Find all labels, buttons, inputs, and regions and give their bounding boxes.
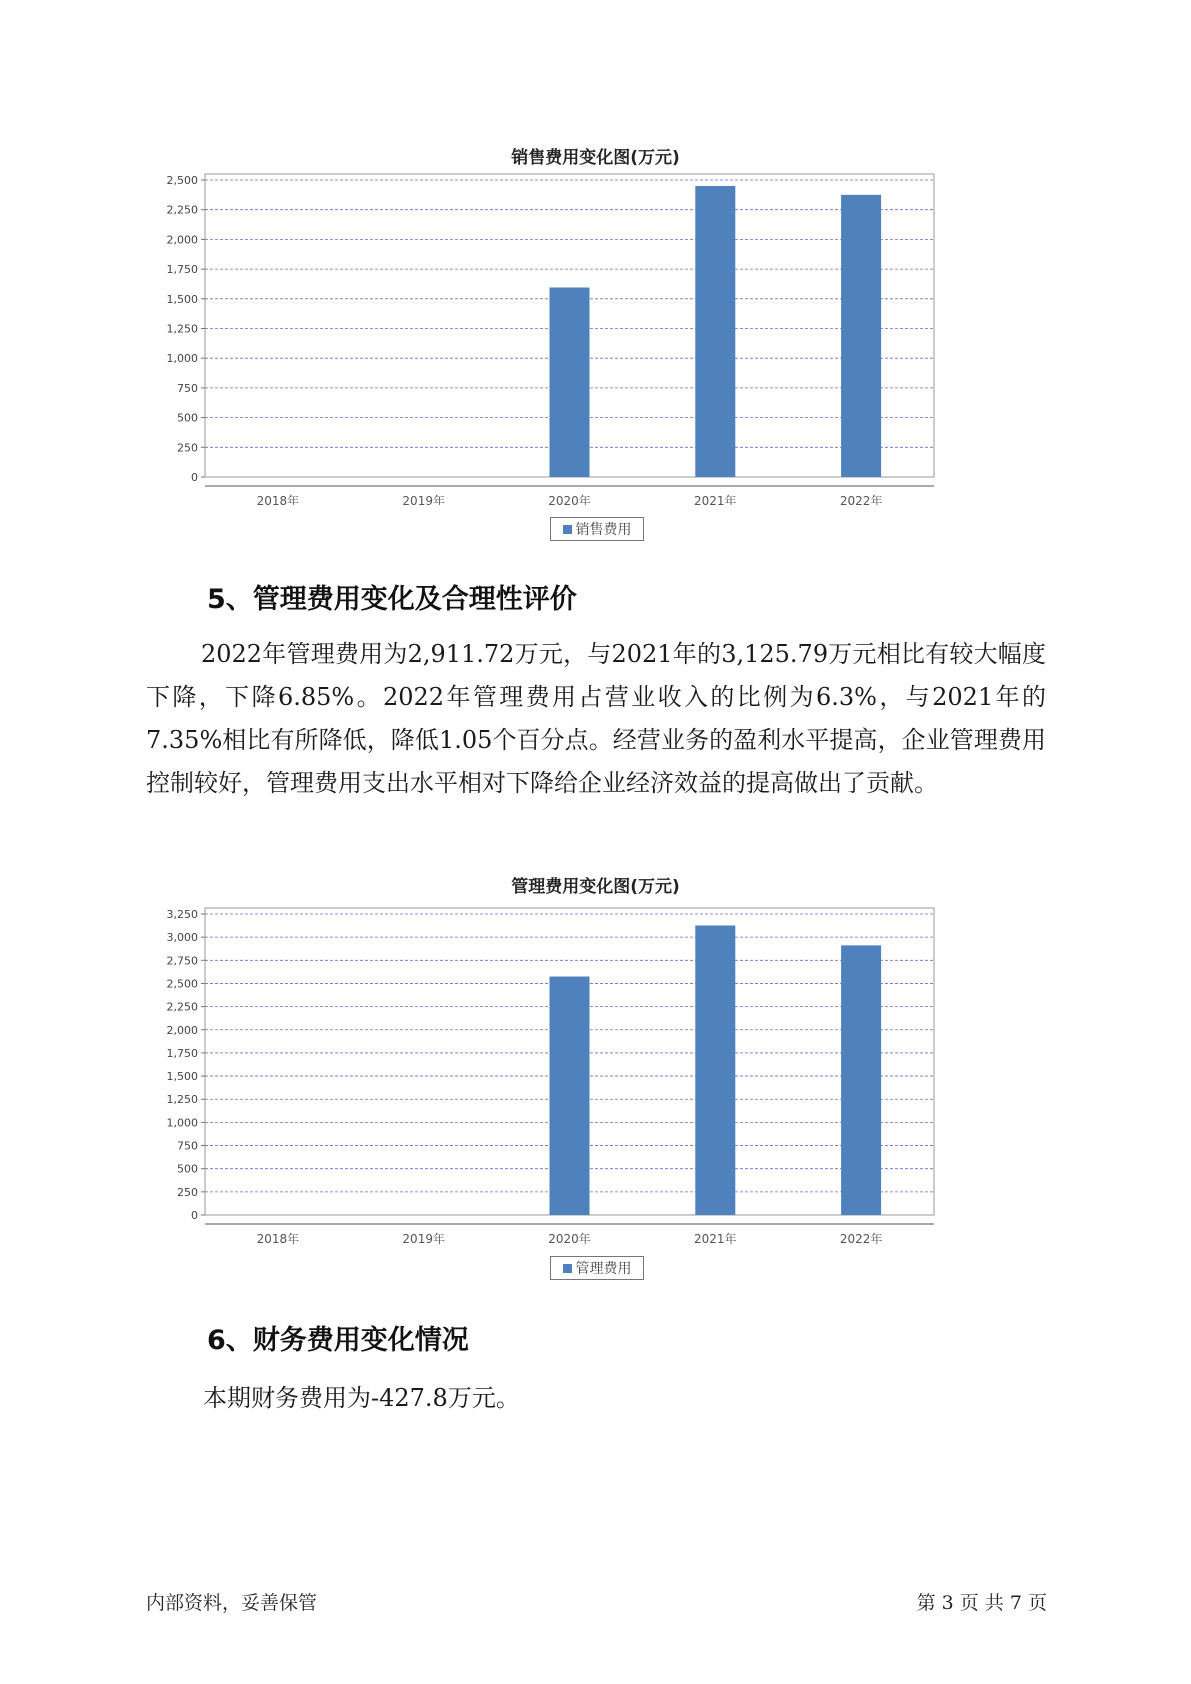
section5-paragraph: 2022年管理费用为2,911.72万元，与2021年的3,125.79万元相比有较大幅度下降，下降6.85%。2022年管理费用占营业收入的比例为6.3%，与2021年的7.35%相比有所降低，降低1.05个百分点。经营业务的盈利水平提高，企业管理费用控制较好，管理费用支出水平相对下降给企业经济效益的提高做出了贡献。: [146, 640, 1046, 797]
y-tick-label: 2,750: [166, 954, 198, 968]
y-tick-label: 2,000: [166, 233, 198, 247]
y-tick-label: 3,250: [166, 908, 198, 921]
bar: [841, 195, 881, 477]
y-tick-label: 3,000: [166, 931, 198, 945]
y-tick-label: 1,750: [166, 1046, 198, 1060]
chart2-title: 管理费用变化图(万元): [511, 877, 680, 897]
x-tick-label: 2022年: [839, 494, 883, 505]
y-tick-label: 1,500: [166, 292, 198, 306]
x-tick-label: 2022年: [839, 1232, 883, 1245]
admin-expense-chart: [150, 900, 1030, 1245]
bar: [841, 945, 881, 1215]
chart1-legend: [550, 517, 644, 541]
legend-label: 管理费用: [575, 1261, 632, 1277]
y-tick-label: 1,500: [166, 1070, 198, 1084]
x-tick-label: 2018年: [256, 1232, 300, 1245]
y-tick-label: 0: [191, 471, 198, 484]
y-tick-label: 2,250: [166, 1000, 198, 1014]
y-tick-label: 2,000: [166, 1023, 198, 1037]
section6-paragraph: 本期财务费用为-427.8万元。: [203, 1384, 520, 1412]
y-tick-label: 250: [177, 441, 198, 455]
y-tick-label: 1,250: [166, 1093, 198, 1107]
chart1-title: 销售费用变化图(万元): [511, 148, 680, 168]
y-tick-label: 500: [177, 411, 198, 425]
chart2-legend: [550, 1256, 644, 1280]
y-tick-label: 750: [177, 1139, 198, 1153]
x-tick-label: 2020年: [548, 494, 591, 505]
y-tick-label: 0: [191, 1209, 198, 1222]
legend-swatch: [563, 1264, 572, 1273]
y-tick-label: 1,250: [166, 322, 198, 336]
section6-heading: 6、财务费用变化情况: [207, 1325, 469, 1356]
y-tick-label: 2,500: [166, 174, 198, 187]
legend-swatch: [563, 525, 572, 534]
bar: [695, 926, 735, 1215]
y-tick-label: 250: [177, 1185, 198, 1199]
y-tick-label: 2,250: [166, 203, 198, 217]
y-tick-label: 750: [177, 381, 198, 395]
sales-expense-chart: [150, 165, 1030, 505]
x-tick-label: 2019年: [402, 1232, 445, 1245]
y-tick-label: 500: [177, 1162, 198, 1176]
bar: [550, 977, 590, 1215]
footer-confidential: 内部资料，妥善保管: [146, 1592, 318, 1614]
y-tick-label: 1,000: [166, 352, 198, 366]
x-tick-label: 2021年: [694, 1232, 737, 1245]
bar: [695, 186, 735, 477]
y-tick-label: 1,750: [166, 263, 198, 277]
footer-page-number: 第 3 页 共 7 页: [916, 1592, 1047, 1614]
x-tick-label: 2020年: [548, 1232, 591, 1245]
legend-label: 销售费用: [575, 522, 632, 538]
x-tick-label: 2018年: [256, 494, 300, 505]
y-tick-label: 1,000: [166, 1116, 198, 1130]
bar: [550, 288, 590, 477]
y-tick-label: 2,500: [166, 977, 198, 991]
x-tick-label: 2021年: [694, 494, 737, 505]
x-tick-label: 2019年: [402, 494, 445, 505]
section5-heading: 5、管理费用变化及合理性评价: [207, 584, 577, 615]
